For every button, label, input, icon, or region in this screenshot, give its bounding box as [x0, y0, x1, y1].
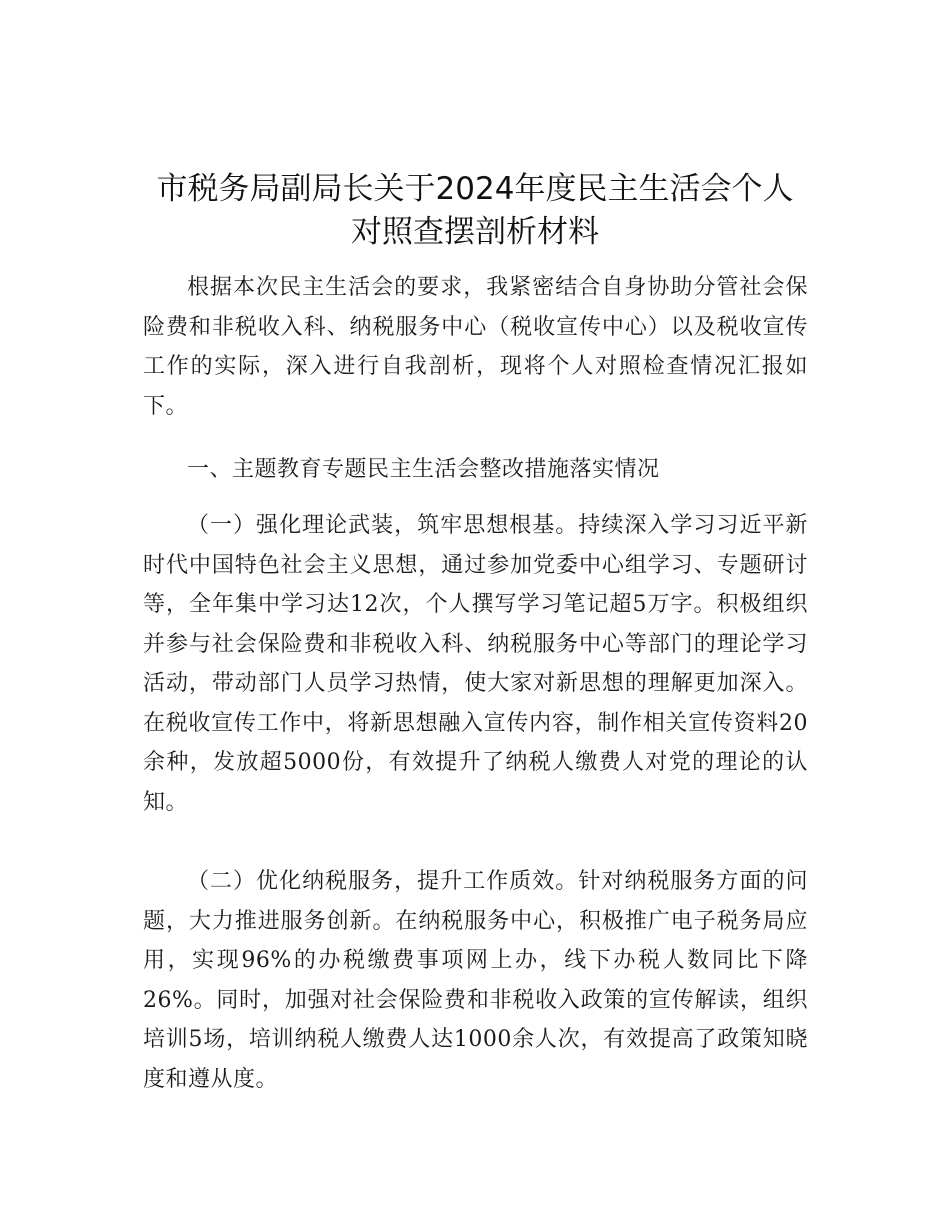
document-title [140, 168, 810, 254]
section-heading-1: 一、主题教育专题民主生活会整改措施落实情况 [187, 457, 660, 482]
subsection-paragraph-1: （一）强化理论武装，筑牢思想根基。持续深入学习习近平新时代中国特色社会主义思想，通过参加党委中心组学习、专题研讨等，全年集中学习达12次，个人撰写学习笔记超5万字。积极组织并参与社会保险费和非税收入科、纳税服务中心等部门的理论学习活动，带动部门人员学习热情，使大家对新思想的理解更加深入。在税收宣传工作中，将新思想融入宣传内容，制作相关宣传资料20余种，发放超5000份，有效提升了纳税人缴费人对党的理论的认知。 [143, 513, 808, 815]
title-line-2: 对照查摆剖析材料 [351, 214, 599, 250]
subsection-paragraph-2: （二）优化纳税服务，提升工作质效。针对纳税服务方面的问题，大力推进服务创新。在纳税服务中心，积极推广电子税务局应用，实现96%的办税缴费事项网上办，线下办税人数同比下降26%。同时，加强对社会保险费和非税收入政策的宣传解读，组织培训5场，培训纳税人缴费人达1000余人次，有效提高了政策知晓度和遵从度。 [143, 869, 808, 1092]
title-line-1: 市税务局副局长关于2024年度民主生活会个人 [156, 171, 794, 207]
intro-paragraph: 根据本次民主生活会的要求，我紧密结合自身协助分管社会保险费和非税收入科、纳税服务中心（税收宣传中心）以及税收宣传工作的实际，深入进行自我剖析，现将个人对照检查情况汇报如下。 [143, 275, 808, 419]
